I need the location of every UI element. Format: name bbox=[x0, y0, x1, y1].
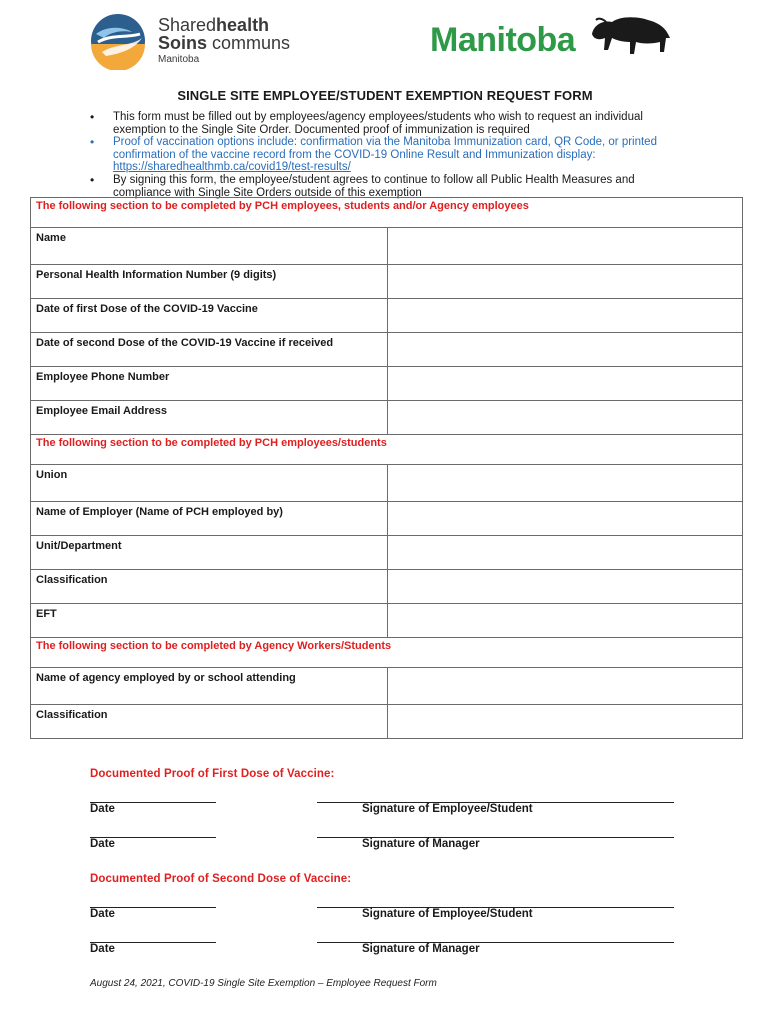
field-label: Classification bbox=[31, 570, 388, 604]
phone-field[interactable] bbox=[388, 367, 743, 401]
field-label: Name of Employer (Name of PCH employed by) bbox=[31, 502, 388, 536]
shared-health-emblem-icon bbox=[88, 12, 150, 70]
field-label: Name bbox=[31, 228, 388, 265]
date-label: Date bbox=[90, 908, 115, 920]
phin-field[interactable] bbox=[388, 265, 743, 299]
union-field[interactable] bbox=[388, 465, 743, 502]
manitoba-logo bbox=[430, 14, 675, 60]
footer-text: August 24, 2021, COVID-19 Single Site Exemption – Employee Request Form bbox=[90, 978, 437, 989]
instructions-list bbox=[90, 111, 690, 199]
agency-school-field[interactable] bbox=[388, 668, 743, 705]
field-label: Classification bbox=[31, 705, 388, 739]
field-label: Personal Health Information Number (9 digits) bbox=[31, 265, 388, 299]
manager-signature-label: Signature of Manager bbox=[362, 838, 480, 850]
date-label: Date bbox=[90, 838, 115, 850]
classification-field[interactable] bbox=[388, 570, 743, 604]
agency-classification-field[interactable] bbox=[388, 705, 743, 739]
field-label: Unit/Department bbox=[31, 536, 388, 570]
form-table bbox=[30, 197, 743, 739]
second-dose-heading: Documented Proof of Second Dose of Vaccine: bbox=[90, 873, 352, 885]
field-label: Union bbox=[31, 465, 388, 502]
employee-signature-label: Signature of Employee/Student bbox=[362, 908, 533, 920]
eft-field[interactable] bbox=[388, 604, 743, 638]
employee-signature-label: Signature of Employee/Student bbox=[362, 803, 533, 815]
field-label: Date of first Dose of the COVID-19 Vaccine bbox=[31, 299, 388, 333]
field-label: EFT bbox=[31, 604, 388, 638]
instruction-item: • This form must be filled out by employees/agency employees/students who wish to request an individual exemption to the Single Site Order. Documented proof of immunization is required bbox=[90, 111, 690, 136]
name-field[interactable] bbox=[388, 228, 743, 265]
shared-health-logo bbox=[88, 10, 318, 72]
first-dose-date-field[interactable] bbox=[388, 299, 743, 333]
instruction-item: • Proof of vaccination options include: confirmation via the Manitoba Immunization card, QR Code, or printed confirmation of the vaccine record from the COVID-19 Online Result and Immunization display: https://sharedhealthmb.ca/covid19/test-results/ bbox=[90, 136, 690, 174]
date-label: Date bbox=[90, 803, 115, 815]
instruction-item: • By signing this form, the employee/student agrees to continue to follow all Public Health Measures and compliance with Single Site Orders outside of this exemption bbox=[90, 174, 690, 199]
unit-department-field[interactable] bbox=[388, 536, 743, 570]
field-label: Name of agency employed by or school attending bbox=[31, 668, 388, 705]
section-heading: The following section to be completed by PCH employees, students and/or Agency employees bbox=[31, 198, 743, 228]
form-title: SINGLE SITE EMPLOYEE/STUDENT EXEMPTION REQUEST FORM bbox=[177, 88, 593, 103]
email-field[interactable] bbox=[388, 401, 743, 435]
results-link[interactable]: https://sharedhealthmb.ca/covid19/test-results/ bbox=[113, 161, 351, 174]
manitoba-wordmark: Manitoba bbox=[430, 21, 576, 59]
first-dose-heading: Documented Proof of First Dose of Vaccine: bbox=[90, 768, 335, 780]
field-label: Date of second Dose of the COVID-19 Vaccine if received bbox=[31, 333, 388, 367]
section-heading: The following section to be completed by PCH employees/students bbox=[31, 435, 743, 465]
employer-field[interactable] bbox=[388, 502, 743, 536]
second-dose-date-field[interactable] bbox=[388, 333, 743, 367]
manager-signature-label: Signature of Manager bbox=[362, 943, 480, 955]
section-heading: The following section to be completed by Agency Workers/Students bbox=[31, 638, 743, 668]
shared-health-line3: Manitoba bbox=[158, 54, 200, 65]
field-label: Employee Phone Number bbox=[31, 367, 388, 401]
shared-health-line2: Soins communs bbox=[158, 33, 291, 53]
bison-icon bbox=[590, 14, 672, 58]
field-label: Employee Email Address bbox=[31, 401, 388, 435]
shared-health-line1: Sharedhealth bbox=[158, 15, 270, 35]
date-label: Date bbox=[90, 943, 115, 955]
